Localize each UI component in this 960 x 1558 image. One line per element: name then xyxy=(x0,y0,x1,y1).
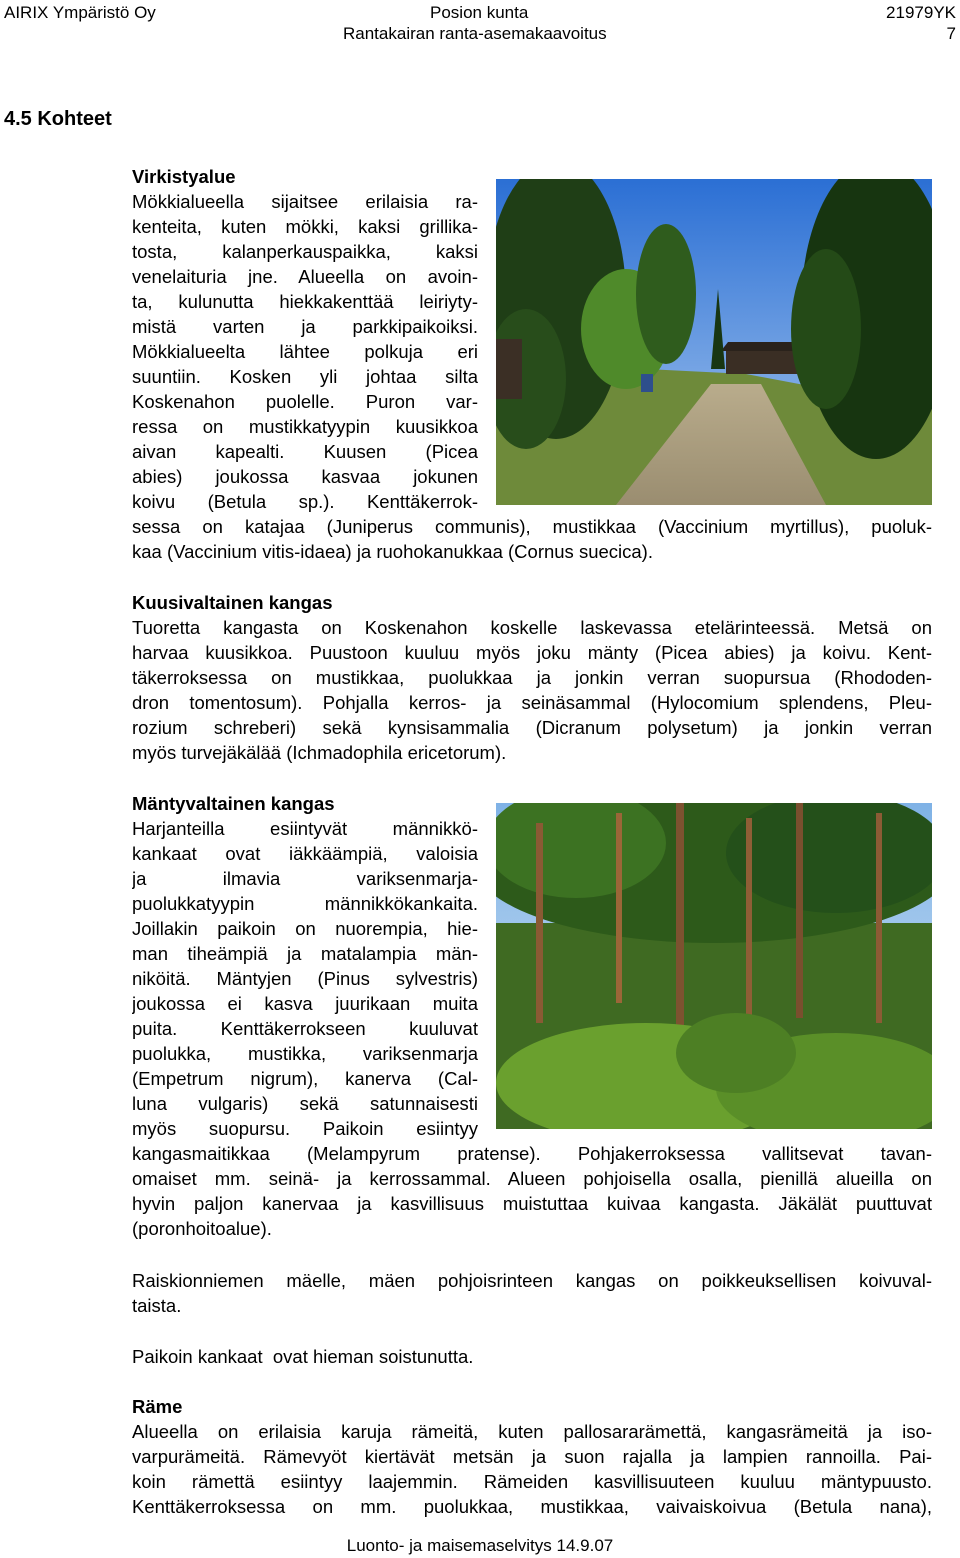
text-line: suuntiin. Kosken yli johtaa silta xyxy=(132,366,478,387)
header-project: Rantakairan ranta-asemakaavoitus xyxy=(343,24,607,43)
rame-heading: Räme xyxy=(132,1396,183,1417)
text-line: Alueella on erilaisia karuja rämeitä, kuten pallosararämettä, kangasrämeitä ja iso- xyxy=(132,1421,932,1442)
header-page-number: 7 xyxy=(946,24,956,43)
text-line: Harjanteilla esiintyvät männikkö- xyxy=(132,818,478,839)
text-line: tosta, kalanperkauspaikka, kaksi xyxy=(132,241,478,262)
text-line: omaiset mm. seinä- ja kerrossammal. Alueen pohjoisella osalla, pienillä alueilla on xyxy=(132,1168,932,1189)
text-line: täkerroksessa on mustikkaa, puolukkaa ja jonkin verran suopursua (Rhododen- xyxy=(132,667,932,688)
text-line: (Empetrum nigrum), kanerva (Cal- xyxy=(132,1068,478,1089)
text-line: hyvin paljon kanervaa ja kasvillisuus muistuttaa kuivaa kangasta. Jäkälät puuttuvat xyxy=(132,1193,932,1214)
text-line: puita. Kenttäkerrokseen kuuluvat xyxy=(132,1018,478,1039)
raiskio-paragraph xyxy=(132,1268,932,1318)
manty-heading: Mäntyvaltainen kangas xyxy=(132,793,335,814)
text-line: sessa on katajaa (Juniperus communis), mustikkaa (Vaccinium myrtillus), puoluk- xyxy=(132,516,932,537)
text-line: joukossa ei kasva juurikaan muita xyxy=(132,993,478,1014)
text-line: Raiskionniemen mäelle, mäen pohjoisrinteen kangas on poikkeuksellisen koivuval- xyxy=(132,1270,932,1291)
text-line: puolukkatyypin männikkökankaita. xyxy=(132,893,478,914)
kuusi-heading: Kuusivaltainen kangas xyxy=(132,592,333,613)
text-line: koivu (Betula sp.). Kenttäkerrok- xyxy=(132,491,478,512)
text-line: Mökkialueelta lähtee polkuja eri xyxy=(132,341,478,362)
text-line: man tiheämpiä ja matalampia män- xyxy=(132,943,478,964)
text-line: Mökkialueella sijaitsee erilaisia ra- xyxy=(132,191,478,212)
text-line: aivan kapealti. Kuusen (Picea xyxy=(132,441,478,462)
text-line: varpurämeitä. Rämevyöt kiertävät metsän ja suon rajalla ja lampien rannoilla. Pai- xyxy=(132,1446,932,1467)
text-line: kaa (Vaccinium vitis-idaea) ja ruohokanukkaa (Cornus suecica). xyxy=(132,541,653,562)
text-line: Joillakin paikoin on nuorempia, hie- xyxy=(132,918,478,939)
text-line: rozium schreberi) sekä kynsisammalia (Dicranum polysetum) ja jonkin verran xyxy=(132,717,932,738)
rame-section xyxy=(132,1394,932,1519)
cabin-area-photo xyxy=(496,179,932,505)
section-title: 4.5 Kohteet xyxy=(4,108,112,130)
virkistys-heading: Virkistyalue xyxy=(132,166,236,187)
virkistys-wrapped-text xyxy=(132,189,478,514)
text-line: Kenttäkerroksessa on mm. puolukkaa, mustikkaa, vaivaiskoivua (Betula nana), xyxy=(132,1496,932,1517)
text-line: myös suopursu. Paikoin esiintyy xyxy=(132,1118,478,1139)
page-header xyxy=(0,0,960,46)
kuusi-section xyxy=(132,590,932,765)
text-line: Paikoin kankaat ovat hieman soistunutta. xyxy=(132,1346,474,1367)
text-line: dron tomentosum). Pohjalla kerros- ja seinäsammal (Hylocomium splendens, Pleu- xyxy=(132,692,932,713)
soistunut-paragraph xyxy=(132,1344,932,1369)
text-line: harvaa kuusikkoa. Puustoon kuuluu myös joku mänty (Picea abies) ja koivu. Kent- xyxy=(132,642,932,663)
text-line: Tuoretta kangasta on Koskenahon koskelle laskevassa etelärinteessä. Metsä on xyxy=(132,617,932,638)
text-line: abies) joukossa kasvaa jokunen xyxy=(132,466,478,487)
text-line: venelaituria jne. Alueella on avoin- xyxy=(132,266,478,287)
page-footer: Luonto- ja maisemaselvitys 14.9.07 xyxy=(346,1536,614,1555)
text-line: kenteita, kuten mökki, kaksi grillika- xyxy=(132,216,478,237)
text-line: ressa on mustikkatyypin kuusikkoa xyxy=(132,416,478,437)
text-line: mistä varten ja parkkipaikoiksi. xyxy=(132,316,478,337)
text-line: myös turvejäkälää (Ichmadophila ericetorum). xyxy=(132,742,507,763)
text-line: kankaat ovat iäkkäämpiä, valoisia xyxy=(132,843,478,864)
manty-wrapped-text xyxy=(132,816,478,1141)
text-line: ta, kulunutta hiekkakenttää leiriyty- xyxy=(132,291,478,312)
text-line: ja ilmavia variksenmarja- xyxy=(132,868,478,889)
text-line: puolukka, mustikka, variksenmarja xyxy=(132,1043,478,1064)
header-company: AIRIX Ympäristö Oy xyxy=(4,3,156,22)
text-line: (poronhoitoalue). xyxy=(132,1218,272,1239)
header-code: 21979YK xyxy=(886,3,956,22)
text-line: Koskenahon puolelle. Puron var- xyxy=(132,391,478,412)
text-line: luna vulgaris) sekä satunnaisesti xyxy=(132,1093,478,1114)
text-line: kangasmaitikkaa (Melampyrum pratense). Pohjakerroksessa vallitsevat tavan- xyxy=(132,1143,932,1164)
header-municipality: Posion kunta xyxy=(430,3,529,22)
pine-forest-photo xyxy=(496,803,932,1129)
text-line: taista. xyxy=(132,1295,182,1316)
text-line: koin rämettä esiintyy laajemmin. Rämeiden kasvillisuuteen kuuluu mäntypuusto. xyxy=(132,1471,932,1492)
text-line: niköitä. Mäntyjen (Pinus sylvestris) xyxy=(132,968,478,989)
